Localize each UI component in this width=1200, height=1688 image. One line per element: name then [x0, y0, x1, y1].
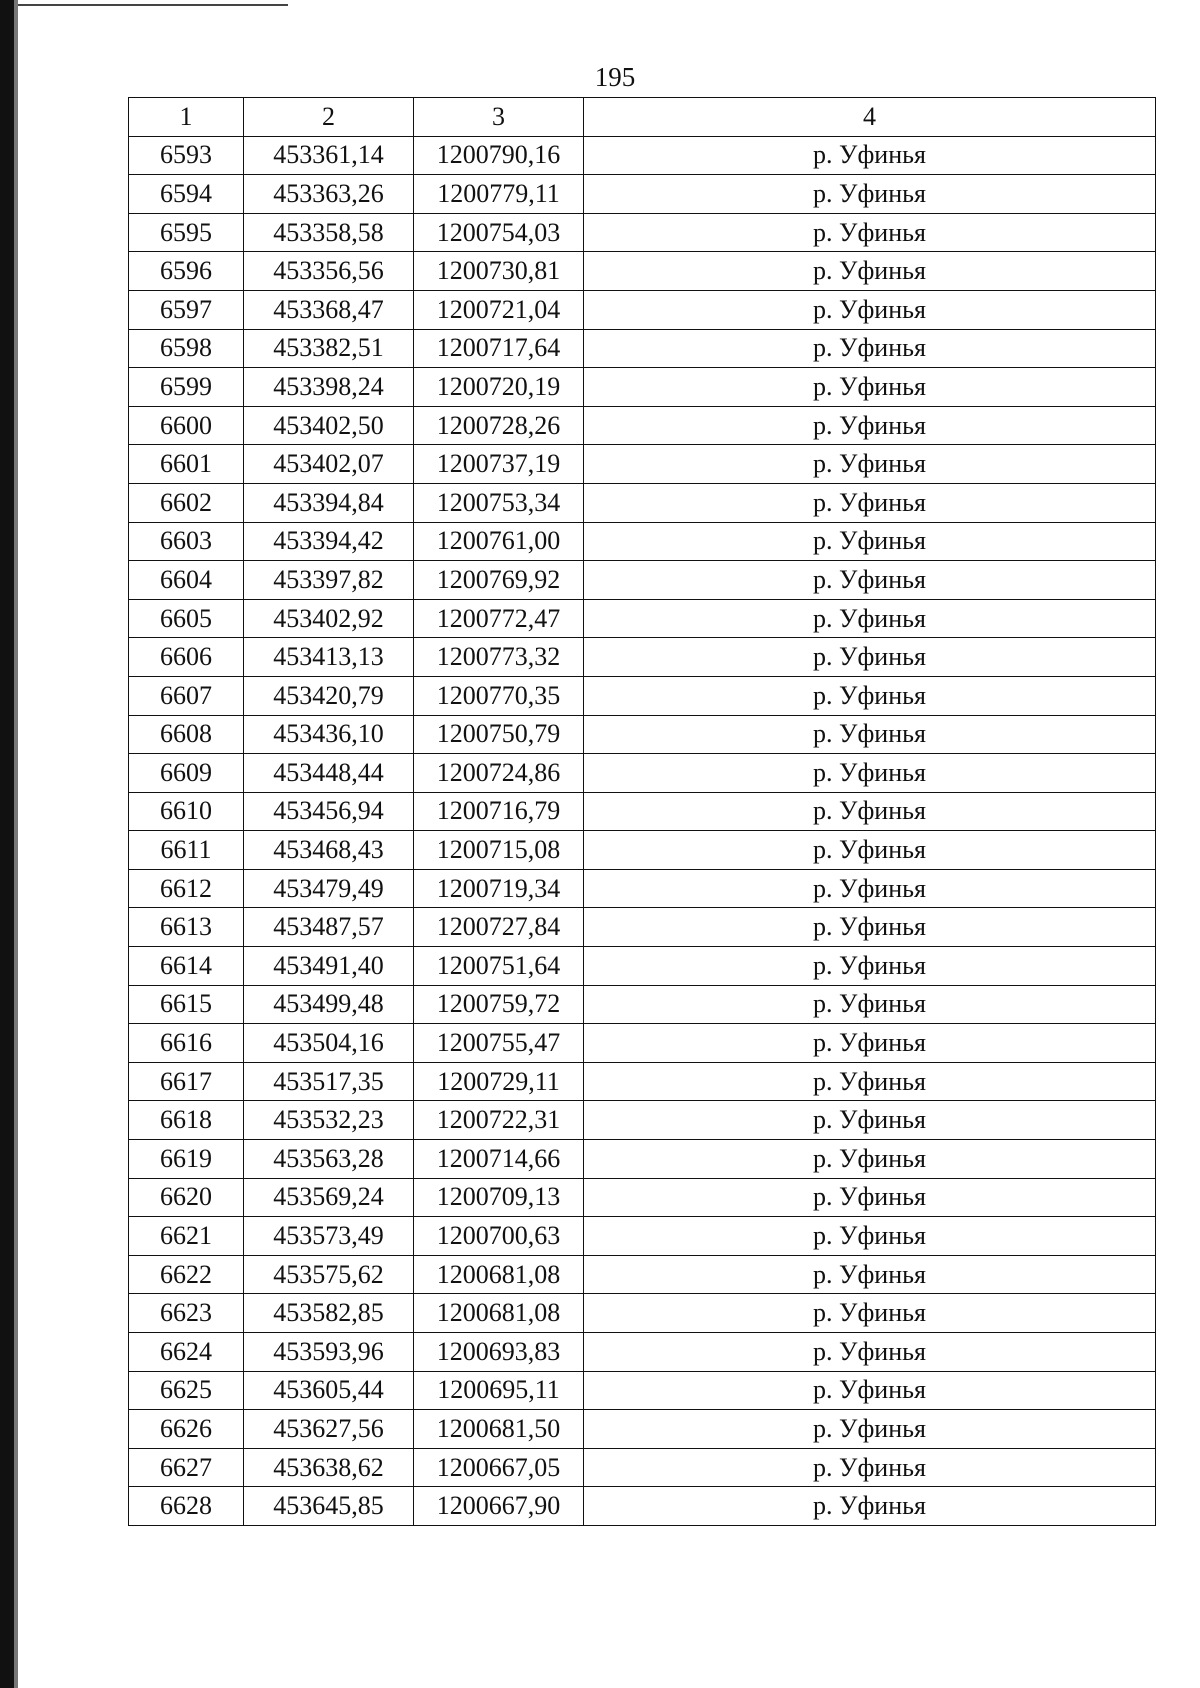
y-coordinate-cell: 1200754,03	[414, 213, 584, 252]
description-cell: р. Уфинья	[584, 638, 1156, 677]
table-row	[129, 1178, 1156, 1217]
y-coordinate-cell: 1200715,08	[414, 831, 584, 870]
y-coordinate-cell: 1200753,34	[414, 483, 584, 522]
point-number-cell: 6620	[129, 1178, 244, 1217]
table-row	[129, 522, 1156, 561]
point-number-cell: 6617	[129, 1062, 244, 1101]
page-number: 195	[594, 62, 636, 92]
table-row	[129, 1371, 1156, 1410]
y-coordinate-cell: 1200751,64	[414, 947, 584, 986]
point-number-cell: 6603	[129, 522, 244, 561]
scan-edge-dark	[0, 0, 14, 1688]
x-coordinate-cell: 453499,48	[244, 985, 414, 1024]
table-row	[129, 947, 1156, 986]
description-cell: р. Уфинья	[584, 947, 1156, 986]
x-coordinate-cell: 453420,79	[244, 676, 414, 715]
table-row	[129, 599, 1156, 638]
point-number-cell: 6602	[129, 483, 244, 522]
table-row	[129, 792, 1156, 831]
y-coordinate-cell: 1200693,83	[414, 1333, 584, 1372]
x-coordinate-cell: 453582,85	[244, 1294, 414, 1333]
table-row	[129, 1255, 1156, 1294]
description-cell: р. Уфинья	[584, 831, 1156, 870]
y-coordinate-cell: 1200772,47	[414, 599, 584, 638]
x-coordinate-cell: 453645,85	[244, 1487, 414, 1526]
y-coordinate-cell: 1200717,64	[414, 329, 584, 368]
point-number-cell: 6593	[129, 136, 244, 175]
table-row	[129, 831, 1156, 870]
x-coordinate-cell: 453487,57	[244, 908, 414, 947]
x-coordinate-cell: 453402,50	[244, 406, 414, 445]
y-coordinate-cell: 1200681,08	[414, 1255, 584, 1294]
x-coordinate-cell: 453569,24	[244, 1178, 414, 1217]
table-row	[129, 175, 1156, 214]
point-number-cell: 6609	[129, 754, 244, 793]
x-coordinate-cell: 453368,47	[244, 290, 414, 329]
x-coordinate-cell: 453605,44	[244, 1371, 414, 1410]
description-cell: р. Уфинья	[584, 252, 1156, 291]
point-number-cell: 6618	[129, 1101, 244, 1140]
description-cell: р. Уфинья	[584, 1101, 1156, 1140]
description-cell: р. Уфинья	[584, 869, 1156, 908]
description-cell: р. Уфинья	[584, 561, 1156, 600]
x-coordinate-cell: 453413,13	[244, 638, 414, 677]
table-header-row	[129, 98, 1156, 137]
description-cell: р. Уфинья	[584, 985, 1156, 1024]
point-number-cell: 6626	[129, 1410, 244, 1449]
point-number-cell: 6601	[129, 445, 244, 484]
y-coordinate-cell: 1200724,86	[414, 754, 584, 793]
table-row	[129, 406, 1156, 445]
description-cell: р. Уфинья	[584, 754, 1156, 793]
x-coordinate-cell: 453638,62	[244, 1448, 414, 1487]
point-number-cell: 6610	[129, 792, 244, 831]
point-number-cell: 6611	[129, 831, 244, 870]
table-row	[129, 1410, 1156, 1449]
x-coordinate-cell: 453358,58	[244, 213, 414, 252]
header-cell-3: 3	[414, 98, 584, 137]
table-row	[129, 561, 1156, 600]
y-coordinate-cell: 1200681,08	[414, 1294, 584, 1333]
table-row	[129, 1217, 1156, 1256]
description-cell: р. Уфинья	[584, 522, 1156, 561]
table-row	[129, 1448, 1156, 1487]
y-coordinate-cell: 1200722,31	[414, 1101, 584, 1140]
point-number-cell: 6598	[129, 329, 244, 368]
point-number-cell: 6616	[129, 1024, 244, 1063]
x-coordinate-cell: 453456,94	[244, 792, 414, 831]
table-row	[129, 1294, 1156, 1333]
point-number-cell: 6605	[129, 599, 244, 638]
scan-edge-shadow	[14, 0, 18, 1688]
description-cell: р. Уфинья	[584, 406, 1156, 445]
x-coordinate-cell: 453361,14	[244, 136, 414, 175]
y-coordinate-cell: 1200790,16	[414, 136, 584, 175]
description-cell: р. Уфинья	[584, 1062, 1156, 1101]
x-coordinate-cell: 453593,96	[244, 1333, 414, 1372]
x-coordinate-cell: 453517,35	[244, 1062, 414, 1101]
y-coordinate-cell: 1200719,34	[414, 869, 584, 908]
point-number-cell: 6622	[129, 1255, 244, 1294]
description-cell: р. Уфинья	[584, 1410, 1156, 1449]
description-cell: р. Уфинья	[584, 1178, 1156, 1217]
y-coordinate-cell: 1200730,81	[414, 252, 584, 291]
y-coordinate-cell: 1200729,11	[414, 1062, 584, 1101]
y-coordinate-cell: 1200709,13	[414, 1178, 584, 1217]
y-coordinate-cell: 1200700,63	[414, 1217, 584, 1256]
x-coordinate-cell: 453436,10	[244, 715, 414, 754]
y-coordinate-cell: 1200728,26	[414, 406, 584, 445]
header-cell-4: 4	[584, 98, 1156, 137]
y-coordinate-cell: 1200727,84	[414, 908, 584, 947]
description-cell: р. Уфинья	[584, 175, 1156, 214]
description-cell: р. Уфинья	[584, 329, 1156, 368]
table-row	[129, 638, 1156, 677]
point-number-cell: 6623	[129, 1294, 244, 1333]
x-coordinate-cell: 453402,07	[244, 445, 414, 484]
description-cell: р. Уфинья	[584, 599, 1156, 638]
point-number-cell: 6628	[129, 1487, 244, 1526]
table-row	[129, 754, 1156, 793]
point-number-cell: 6595	[129, 213, 244, 252]
x-coordinate-cell: 453573,49	[244, 1217, 414, 1256]
x-coordinate-cell: 453363,26	[244, 175, 414, 214]
x-coordinate-cell: 453394,84	[244, 483, 414, 522]
table-row	[129, 1101, 1156, 1140]
point-number-cell: 6613	[129, 908, 244, 947]
point-number-cell: 6597	[129, 290, 244, 329]
x-coordinate-cell: 453627,56	[244, 1410, 414, 1449]
x-coordinate-cell: 453448,44	[244, 754, 414, 793]
point-number-cell: 6612	[129, 869, 244, 908]
point-number-cell: 6625	[129, 1371, 244, 1410]
point-number-cell: 6594	[129, 175, 244, 214]
point-number-cell: 6627	[129, 1448, 244, 1487]
x-coordinate-cell: 453397,82	[244, 561, 414, 600]
description-cell: р. Уфинья	[584, 368, 1156, 407]
y-coordinate-cell: 1200761,00	[414, 522, 584, 561]
table-row	[129, 483, 1156, 522]
table-row	[129, 1487, 1156, 1526]
y-coordinate-cell: 1200716,79	[414, 792, 584, 831]
x-coordinate-cell: 453356,56	[244, 252, 414, 291]
point-number-cell: 6608	[129, 715, 244, 754]
description-cell: р. Уфинья	[584, 445, 1156, 484]
header-cell-2: 2	[244, 98, 414, 137]
description-cell: р. Уфинья	[584, 1255, 1156, 1294]
point-number-cell: 6607	[129, 676, 244, 715]
description-cell: р. Уфинья	[584, 1487, 1156, 1526]
description-cell: р. Уфинья	[584, 1333, 1156, 1372]
table-row	[129, 1024, 1156, 1063]
y-coordinate-cell: 1200779,11	[414, 175, 584, 214]
table-row	[129, 329, 1156, 368]
table-row	[129, 908, 1156, 947]
table-row	[129, 1062, 1156, 1101]
x-coordinate-cell: 453504,16	[244, 1024, 414, 1063]
x-coordinate-cell: 453398,24	[244, 368, 414, 407]
table-row	[129, 1140, 1156, 1179]
point-number-cell: 6596	[129, 252, 244, 291]
table-row	[129, 368, 1156, 407]
y-coordinate-cell: 1200773,32	[414, 638, 584, 677]
description-cell: р. Уфинья	[584, 908, 1156, 947]
y-coordinate-cell: 1200720,19	[414, 368, 584, 407]
y-coordinate-cell: 1200667,05	[414, 1448, 584, 1487]
y-coordinate-cell: 1200721,04	[414, 290, 584, 329]
table-row	[129, 136, 1156, 175]
y-coordinate-cell: 1200667,90	[414, 1487, 584, 1526]
x-coordinate-cell: 453394,42	[244, 522, 414, 561]
table-row	[129, 290, 1156, 329]
point-number-cell: 6614	[129, 947, 244, 986]
point-number-cell: 6606	[129, 638, 244, 677]
point-number-cell: 6624	[129, 1333, 244, 1372]
table-row	[129, 213, 1156, 252]
description-cell: р. Уфинья	[584, 213, 1156, 252]
x-coordinate-cell: 453575,62	[244, 1255, 414, 1294]
x-coordinate-cell: 453563,28	[244, 1140, 414, 1179]
point-number-cell: 6619	[129, 1140, 244, 1179]
table-row	[129, 715, 1156, 754]
y-coordinate-cell: 1200759,72	[414, 985, 584, 1024]
top-rule	[18, 4, 288, 6]
point-number-cell: 6600	[129, 406, 244, 445]
x-coordinate-cell: 453402,92	[244, 599, 414, 638]
x-coordinate-cell: 453382,51	[244, 329, 414, 368]
description-cell: р. Уфинья	[584, 1217, 1156, 1256]
x-coordinate-cell: 453468,43	[244, 831, 414, 870]
description-cell: р. Уфинья	[584, 715, 1156, 754]
description-cell: р. Уфинья	[584, 1024, 1156, 1063]
table-row	[129, 676, 1156, 715]
y-coordinate-cell: 1200737,19	[414, 445, 584, 484]
y-coordinate-cell: 1200695,11	[414, 1371, 584, 1410]
point-number-cell: 6604	[129, 561, 244, 600]
coordinates-table-body	[129, 98, 1156, 1526]
point-number-cell: 6615	[129, 985, 244, 1024]
y-coordinate-cell: 1200714,66	[414, 1140, 584, 1179]
coordinates-table	[128, 97, 1156, 1526]
description-cell: р. Уфинья	[584, 1371, 1156, 1410]
description-cell: р. Уфинья	[584, 792, 1156, 831]
description-cell: р. Уфинья	[584, 676, 1156, 715]
y-coordinate-cell: 1200750,79	[414, 715, 584, 754]
table-row	[129, 869, 1156, 908]
table-row	[129, 252, 1156, 291]
description-cell: р. Уфинья	[584, 1448, 1156, 1487]
y-coordinate-cell: 1200769,92	[414, 561, 584, 600]
x-coordinate-cell: 453491,40	[244, 947, 414, 986]
point-number-cell: 6599	[129, 368, 244, 407]
description-cell: р. Уфинья	[584, 1294, 1156, 1333]
header-cell-1: 1	[129, 98, 244, 137]
description-cell: р. Уфинья	[584, 483, 1156, 522]
point-number-cell: 6621	[129, 1217, 244, 1256]
x-coordinate-cell: 453479,49	[244, 869, 414, 908]
description-cell: р. Уфинья	[584, 290, 1156, 329]
y-coordinate-cell: 1200755,47	[414, 1024, 584, 1063]
y-coordinate-cell: 1200770,35	[414, 676, 584, 715]
x-coordinate-cell: 453532,23	[244, 1101, 414, 1140]
table-row	[129, 445, 1156, 484]
description-cell: р. Уфинья	[584, 136, 1156, 175]
y-coordinate-cell: 1200681,50	[414, 1410, 584, 1449]
description-cell: р. Уфинья	[584, 1140, 1156, 1179]
table-row	[129, 985, 1156, 1024]
table-row	[129, 1333, 1156, 1372]
